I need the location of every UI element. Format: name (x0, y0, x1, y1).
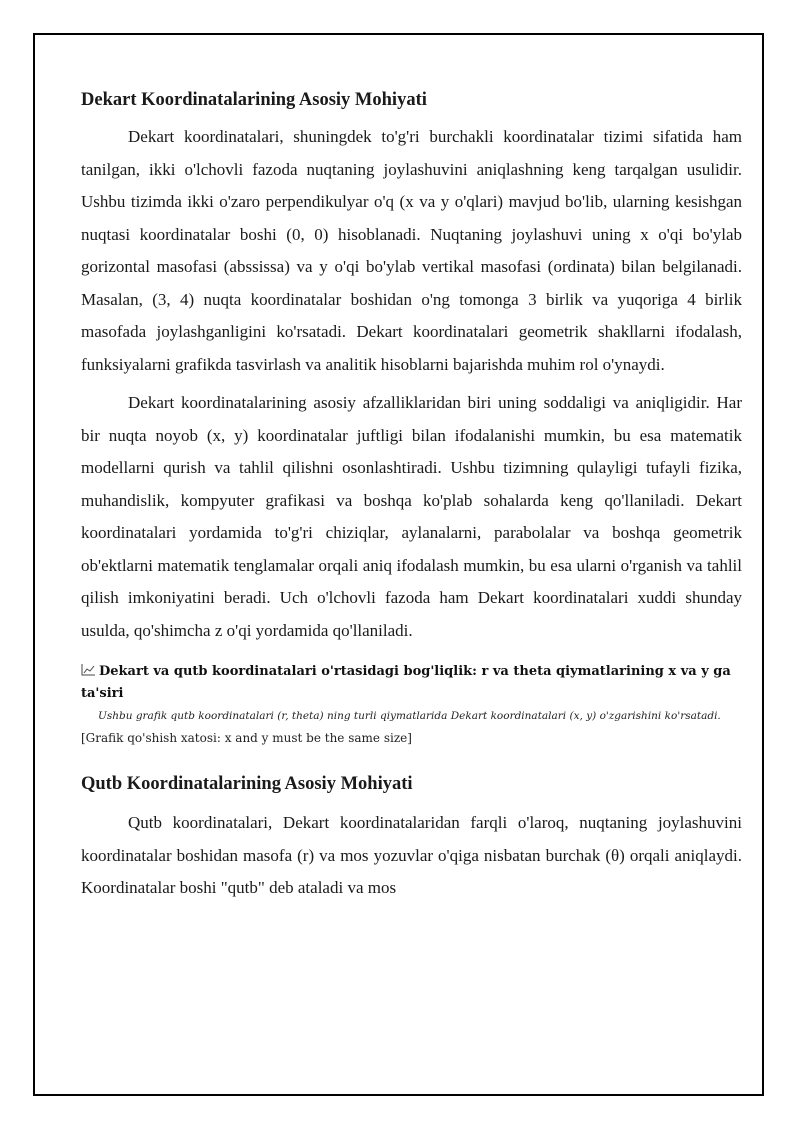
body-paragraph: Dekart koordinatalarining asosiy afzalliklaridan biri uning soddaligi va aniqligidir. Har bir nuqta noyob (x, y) koordinatalar juftligi bilan ifodalanishi mumkin, bu esa matematik modellarni qurish va tahlil qilishni osonlashtiradi. Ushbu tizimning qulayligi tufayli fizika, muhandislik, kompyuter grafikasi va boshqa ko'plab sohalarda keng qo'llaniladi. Dekart koordinatalari yordamida to'g'ri chiziqlar, aylanalarni, parabolalar va boshqa geometrik ob'ektlarni matematik tenglamalar orqali aniq ifodalash mumkin, bu esa ularni o'rganish va tahlil qilish imkoniyatini beradi. Uch o'lchovli fazoda ham Dekart koordinatalari xuddi shunday usulda, qo'shimcha z o'qi yordamida qo'llaniladi. (81, 393, 742, 640)
figure-title-text: Dekart va qutb koordinatalari o'rtasidagi bog'liqlik: r va theta qiymatlarining x va y ga ta'siri (81, 664, 731, 701)
section-heading: Dekart Koordinatalarining Asosiy Mohiyati (81, 90, 427, 110)
document-content (81, 83, 742, 905)
figure-caption: Ushbu grafik qutb koordinatalari (r, theta) ning turli qiymatlarida Dekart koordinatalari (x, y) o'zgarishini ko'rsatadi. (98, 710, 721, 722)
figure-error-message: [Grafik qo'shish xatosi: x and y must be the same size] (81, 731, 412, 745)
chart-line-icon (81, 663, 96, 676)
body-paragraph: Dekart koordinatalari, shuningdek to'g'ri burchakli koordinatalar tizimi sifatida ham tanilgan, ikki o'lchovli fazoda nuqtaning joylashuvini aniqlashning keng tarqalgan usulidir. Ushbu tizimda ikki o'zaro perpendikulyar o'q (x va y o'qlari) mavjud bo'lib, ularning kesishgan nuqtasi koordinatalar boshi (0, 0) hisoblanadi. Nuqtaning joylashuvi uning x o'qi bo'ylab gorizontal masofasi (abssissa) va y o'qi bo'ylab vertikal masofasi (ordinata) bilan belgilanadi. Masalan, (3, 4) nuqta koordinatalar boshidan o'ng tomonga 3 birlik va yuqoriga 4 birlik masofada joylashganligini ko'rsatadi. Dekart koordinatalari geometrik shakllarni ifodalash, funksiyalarni grafikda tasvirlash va analitik hisoblarni bajarishda muhim rol o'ynaydi. (81, 127, 742, 374)
section-heading: Qutb Koordinatalarining Asosiy Mohiyati (81, 774, 413, 794)
figure-title (81, 661, 742, 705)
body-paragraph: Qutb koordinatalari, Dekart koordinatalaridan farqli o'laroq, nuqtaning joylashuvini koordinatalar boshidan masofa (r) va mos yozuvlar o'qiga nisbatan burchak (θ) orqali aniqlaydi. Koordinatalar boshi "qutb" deb ataladi va mos (81, 813, 742, 897)
figure-block (81, 661, 742, 747)
